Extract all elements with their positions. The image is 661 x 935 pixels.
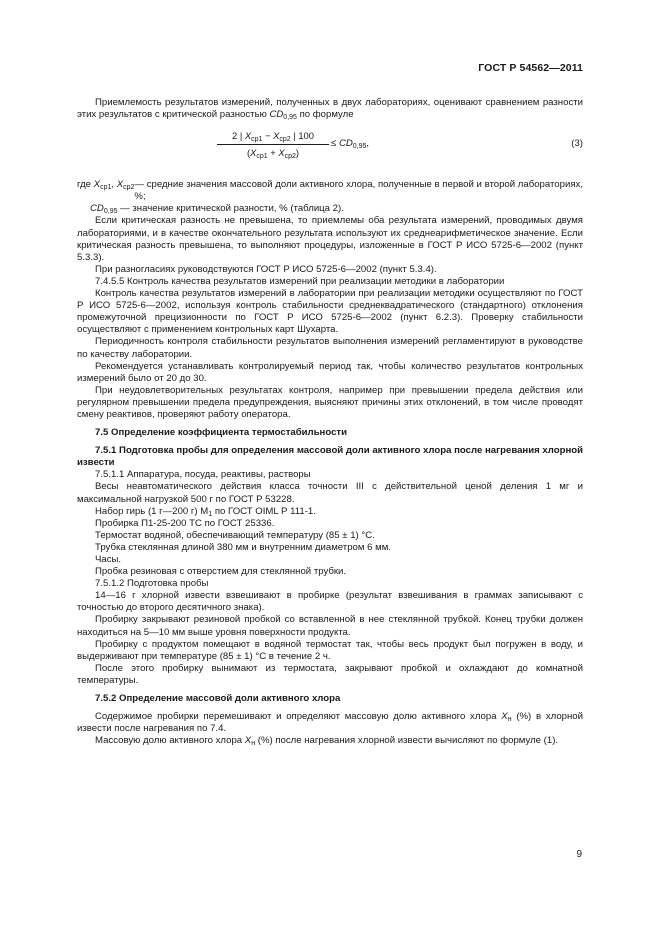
sub-cp2: ср2 [123, 184, 135, 192]
section-7-5-2-heading: 7.5.2 Определение массовой доли активного хлора [95, 693, 341, 705]
sub-cp1: ср1 [251, 136, 263, 144]
num-pre: 2 | [232, 130, 245, 142]
paragraph: Периодичность контроля стабильности результатов выполнения измерений регламентируют в руководстве по качеству лаборатории. [77, 336, 583, 360]
sub-cp2: ср2 [279, 136, 291, 144]
formula-3 [77, 129, 583, 173]
x-symbol: X [116, 179, 124, 191]
xn-symbol: X [501, 711, 508, 723]
m1-post: (%) в хлорной извести после нагревания по 7.4. [77, 711, 583, 735]
sub-cp1: ср1 [100, 184, 112, 192]
document-body [77, 97, 583, 747]
paragraph: При неудовлетворительных результатах контроля, например при превышении предела действия или регулярном превышении предела предупреждения, выясняют причины этих отклонений, в том числе проводят смену реактивов, проверяют работу оператора. [77, 384, 583, 420]
cd-subscript: 0,95 [283, 114, 297, 122]
plus-sign: + [267, 147, 279, 159]
where-x-text: — средние значения массовой доли активного хлора, полученные в первой и второй лабораториях, %; [134, 179, 583, 203]
where-label: где [77, 179, 94, 191]
where-definition-x [77, 179, 583, 203]
clause-7-5-1-1: 7.5.1.1 Аппаратура, посуда, реактивы, растворы [95, 469, 311, 481]
preparation-step: Пробирку закрывают резиновой пробкой со вставленной в нее стеклянной трубкой. Конец трубки должен находиться на 5—10 мм выше уровня поверхности продукта. [77, 614, 583, 638]
weights-tail: по ГОСТ OIML Р 111-1. [212, 505, 316, 517]
leq-sign: ≤ [331, 138, 339, 150]
cd-symbol: CD [90, 203, 104, 215]
m1-pre: Содержимое пробирки перемешивают и определяют массовую долю активного хлора [95, 711, 502, 723]
equipment-item: Пробирка П1-25-200 ТС по ГОСТ 25336. [95, 517, 275, 529]
x-symbol: X [273, 130, 280, 142]
equipment-item: Термостат водяной, обеспечивающий температуру (85 ± 1) °С. [95, 529, 375, 541]
formula-denominator [217, 145, 329, 159]
xn-subscript: н [507, 716, 512, 724]
weights-subscript: 1 [208, 510, 213, 518]
preparation-step: 14—16 г хлорной извести взвешивают в пробирке (результат взвешивания в граммах записывают с точностью до второго десятичного знака). [77, 590, 583, 614]
intro-paragraph [77, 97, 583, 121]
paragraph: Если критическая разность не превышена, то приемлемы оба результата измерений, проводимых двумя лабораториями, и в качестве окончательного результата используют их среднеарифметическое значение. Если критическая разность превышена, то выполняют процедуры, изложенные в ГОСТ Р ИСО 5725-6—2002 (пункт 5.3.3). [77, 215, 583, 263]
x-symbol: X [244, 130, 252, 142]
paren-close: ) [295, 147, 300, 159]
preparation-step: После этого пробирку вынимают из термостата, закрывают пробкой и охлаждают до комнатной температуры. [77, 662, 583, 686]
xn-symbol: X [244, 735, 252, 747]
x-symbol: X [278, 147, 285, 159]
cd-subscript: 0,95 [103, 208, 118, 216]
x-symbol: X [93, 179, 101, 191]
paragraph: Рекомендуется устанавливать контролируемый период так, чтобы количество результатов контрольных измерений было от 20 до 30. [77, 360, 583, 384]
m2-post: (%) после нагревания хлорной извести вычисляют по формуле (1). [255, 735, 559, 747]
equipment-item: Пробка резиновая с отверстием для стеклянной трубки. [95, 566, 347, 578]
paren-open: ( [246, 147, 251, 159]
preparation-step: Пробирку с продуктом помещают в водяной термостат так, чтобы весь продукт был погружен в воду, и выдерживают при температуре (85 ± 1) °С в течение 2 ч. [77, 638, 583, 662]
where-sep: , [111, 179, 117, 191]
section-7-5-heading: 7.5 Определение коэффициента термостабильности [95, 427, 348, 439]
paragraph: При разногласиях руководствуются ГОСТ Р ИСО 5725-6—2002 (пункт 5.3.4). [95, 263, 437, 275]
paragraph [77, 735, 583, 747]
equation-number: (3) [571, 138, 583, 150]
where-label-group [77, 179, 134, 203]
sub-cp1: ср1 [256, 153, 268, 161]
where-cd-text: — значение критической разности, % (таблица 2). [117, 203, 344, 215]
num-post: | 100 [290, 130, 314, 142]
formula-relation [331, 138, 369, 150]
sub-cp2: ср2 [284, 153, 296, 161]
formula-comma: , [366, 138, 370, 150]
equipment-item [77, 506, 583, 518]
intro-text: Приемлемость результатов измерений, полученных в двух лабораториях, оценивают сравнением разности этих результатов с критической разностью [77, 97, 583, 121]
clause-7-4-5-5: 7.4.5.5 Контроль качества результатов измерений при реализации методики в лаборатории [95, 275, 505, 287]
weights-text: Набор гирь (1 г—200 г) М [95, 505, 209, 517]
m2-pre: Массовую долю активного хлора [95, 735, 245, 747]
clause-7-5-1-2: 7.5.1.2 Подготовка пробы [95, 578, 209, 590]
intro-tail: по формуле [296, 109, 354, 121]
document-header: ГОСТ Р 54562—2011 [478, 62, 583, 74]
equipment-item: Часы. [95, 554, 122, 565]
formula-numerator [217, 129, 329, 145]
where-definition-cd [77, 203, 583, 215]
paragraph: Контроль качества результатов измерений в лаборатории при реализации методики осуществляют по ГОСТ Р ИСО 5725-6—2002, используя контроль стабильности среднеквадратического (стандартного) отклонения промежуточной прецизионности по ГОСТ Р ИСО 5725-6—2002 (пункт 6.2.3). Проверку стабильности осуществляют с применением контрольных карт Шухарта. [77, 288, 583, 336]
xn-subscript: н [251, 740, 256, 748]
section-7-5-1-heading: 7.5.1 Подготовка пробы для определения массовой доли активного хлора после нагревания хлорной извести [77, 445, 583, 469]
equipment-item: Весы неавтоматического действия класса точности III с действительной ценой деления 1 мг и максимальной нагрузкой 500 г по ГОСТ Р 53228. [77, 481, 583, 505]
cd-symbol: CD [269, 109, 284, 121]
cd-subscript: 0,95 [352, 143, 367, 151]
equipment-item: Трубка стеклянная длиной 380 мм и внутренним диаметром 6 мм. [95, 541, 391, 553]
cd-symbol: CD [338, 138, 353, 150]
minus-sign: − [262, 130, 274, 142]
formula-fraction [217, 129, 329, 159]
x-symbol: X [250, 147, 257, 159]
page-number: 9 [576, 849, 582, 860]
paragraph [77, 711, 583, 735]
